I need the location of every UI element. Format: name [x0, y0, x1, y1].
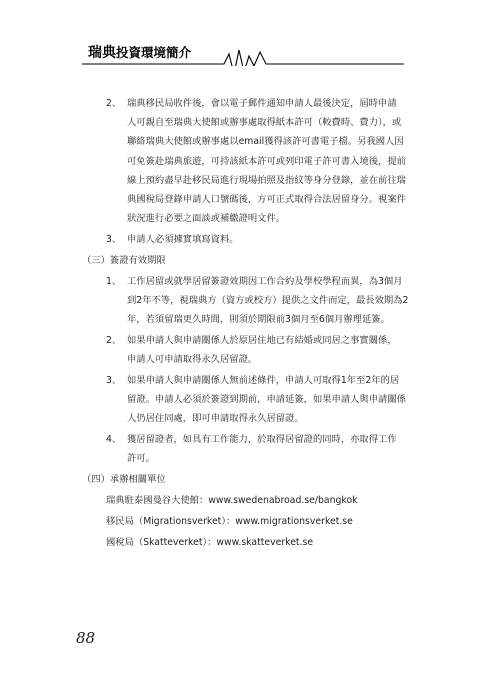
- item-text-line: 工作居留或就學居留簽證效期因工作合約及學校學程而異，為3個月: [127, 275, 403, 287]
- item-text-line: 留證。申請人必須於簽證到期前，申請延簽，如果申請人與申請關係: [127, 394, 406, 405]
- item-text-line: 瑞典移民局收件後，會以電子郵件通知申請人最後決定，屆時申請: [127, 98, 397, 109]
- item-number: 1、: [106, 275, 122, 287]
- header-heartbeat-rule: [0, 36, 480, 66]
- item-text-line: 如果申請人與申請關係人於原居住地已有結婚或同居之事實關係，: [127, 334, 397, 346]
- item-text-line: 線上預約盡早赴移民局進行現場拍照及指紋等身分登錄，並在前往瑞: [127, 174, 406, 186]
- contact-entry: 國稅局（Skatteverket）：www.skatteverket.se: [106, 537, 314, 549]
- item-text-line: 獲居留證者，如具有工作能力，於取得居留證的同時，亦取得工作: [127, 433, 397, 445]
- item-text-line: 狀況進行必要之面談或補繳證明文件。: [127, 213, 286, 225]
- item-text-line: 到2年不等，視瑞典方（資方或校方）提供之文件而定，最長效期為2: [127, 295, 409, 306]
- header-title-big: 瑞典: [88, 45, 116, 61]
- item-text-line: 申請人必須據實填寫資料。: [127, 233, 239, 245]
- item-number: 2、: [106, 334, 122, 346]
- item-text-line: 申請人可申請取得永久居留證。: [127, 354, 258, 366]
- item-text-line: 人仍居住同處，即可申請取得永久居留證。: [127, 413, 304, 425]
- item-text-line: 人可親自至瑞典大使館或辦事處取得紙本許可（較費時、費力），或: [127, 117, 402, 129]
- contact-entry: 瑞典駐泰國曼谷大使館：www.swedenabroad.se/bangkok: [106, 495, 358, 506]
- item-number: 3、: [106, 233, 122, 245]
- item-text-line: 年，若須留瑞更久時間，則須於期限前3個月至6個月辦理延簽。: [127, 314, 390, 326]
- item-number: 2、: [106, 98, 122, 109]
- header-title: [88, 42, 191, 62]
- section-heading: （三）簽證有效期限: [82, 255, 166, 267]
- item-text-line: 許可。: [127, 453, 155, 465]
- item-number: 4、: [106, 433, 122, 445]
- item-text-line: 如果申請人與申請關係人無前述條件，申請人可取得1年至2年的居: [127, 374, 400, 386]
- item-text-line: 典國稅局登錄申請人口號碼後，方可正式取得合法居留身分。視案件: [127, 194, 406, 205]
- section-heading: （四）承辦相關單位: [82, 474, 166, 486]
- page-number: 88: [76, 629, 96, 647]
- contact-entry: 移民局（Migrationsverket）：www.migrationsverket.se: [106, 516, 353, 528]
- item-number: 3、: [106, 374, 122, 386]
- running-header: [0, 36, 480, 66]
- header-title-rest: 投資環境簡介: [116, 45, 192, 60]
- item-text-line: 可免簽赴瑞典旅遊，可持該紙本許可或列印電子許可書入境後，提前: [127, 155, 406, 167]
- item-text-line: 聯絡瑞典大使館或辦事處以email獲得該許可書電子檔。另我國人因: [127, 136, 404, 148]
